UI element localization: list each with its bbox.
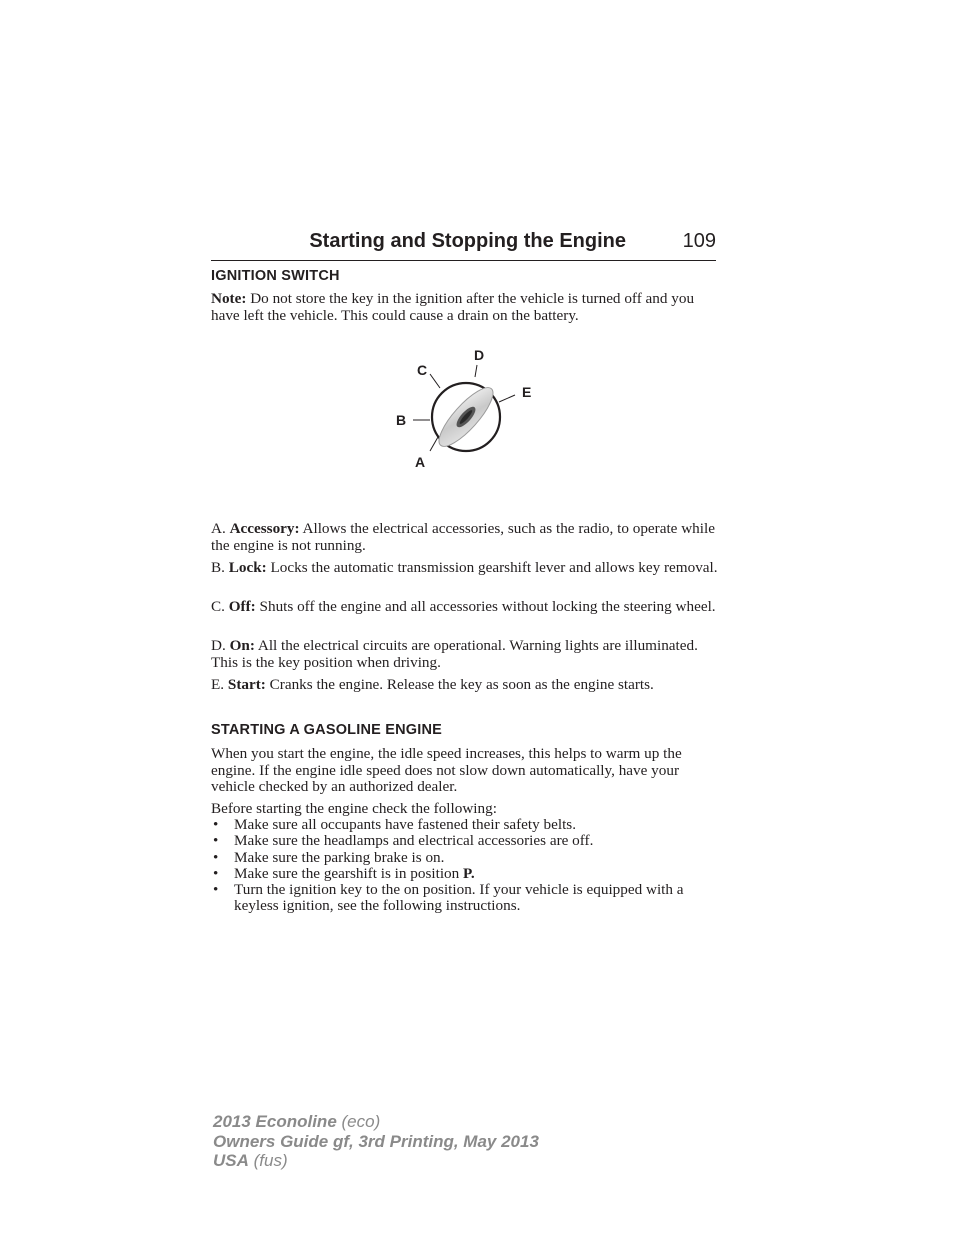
list-item-text: Make sure the gearshift is in position (234, 864, 464, 882)
list-item (211, 817, 721, 833)
list-item-text: Make sure the parking brake is on. (234, 848, 445, 866)
position-term: Accessory: (229, 520, 300, 537)
footer-region: USA (213, 1151, 249, 1170)
position-d-description (211, 638, 721, 671)
ignition-note (211, 291, 721, 324)
footer-line-guide (213, 1132, 539, 1152)
gasoline-intro: When you start the engine, the idle speed increases, this helps to warm up the engine. If the engine idle speed does not slow down automatically, have your vehicle checked by an authorized dealer. (211, 745, 682, 795)
ignition-switch-heading: IGNITION SWITCH (211, 268, 340, 284)
position-term: Off: (228, 598, 256, 615)
label-c: C (417, 362, 428, 378)
footer-model: 2013 Econoline (213, 1112, 337, 1131)
position-letter: D. (211, 637, 226, 654)
list-item-text: Make sure the headlamps and electrical accessories are off. (234, 832, 594, 850)
position-text: Cranks the engine. Release the key as soon as the engine starts. (265, 676, 654, 693)
ignition-switch-diagram (380, 340, 560, 480)
position-c-description (211, 599, 721, 616)
note-text: Do not store the key in the ignition after the vehicle is turned off and you have left the vehicle. This could cause a drain on the battery. (211, 290, 695, 324)
running-header (211, 228, 716, 261)
checklist (211, 817, 721, 915)
position-b-description (211, 560, 721, 577)
label-d: D (474, 347, 485, 363)
position-term: On: (229, 637, 255, 654)
position-text: Shuts off the engine and all accessories without locking the steering wheel. (255, 598, 716, 615)
footer-line-region (213, 1151, 539, 1171)
gear-position: P. (463, 864, 475, 882)
position-term: Lock: (228, 559, 267, 576)
position-e-description (211, 677, 721, 694)
leader-line-a (430, 437, 438, 451)
footer-region-code: (fus) (253, 1151, 288, 1170)
list-item (211, 833, 721, 849)
note-label: Note: (211, 290, 247, 307)
leader-line-e (499, 395, 515, 402)
position-text: Allows the electrical accessories, such as the radio, to operate while the engine is not running. (211, 520, 715, 554)
position-letter: B. (211, 559, 225, 576)
position-letter: E. (211, 676, 225, 693)
leader-line-d (475, 365, 477, 377)
chapter-title: Starting and Stopping the Engine (309, 230, 626, 252)
footer-line-model (213, 1112, 539, 1132)
list-item-text: Make sure all occupants have fastened their safety belts. (234, 816, 577, 833)
page-number: 109 (682, 230, 716, 252)
check-intro: Before starting the engine check the following: (211, 800, 497, 817)
footer-guide: Owners Guide gf, 3rd Printing, May 2013 (213, 1131, 539, 1151)
gasoline-engine-heading: STARTING A GASOLINE ENGINE (211, 722, 443, 738)
label-a: A (415, 454, 426, 470)
position-letter: A. (211, 520, 226, 537)
position-text: All the electrical circuits are operational. Warning lights are illuminated. This is the key position when driving. (211, 637, 698, 671)
position-text: Locks the automatic transmission gearshift lever and allows key removal. (266, 559, 718, 576)
label-b: B (396, 412, 407, 428)
leader-line-c (430, 374, 440, 388)
position-a-description (211, 521, 721, 554)
list-item (211, 850, 721, 866)
label-e: E (522, 384, 532, 400)
footer-model-code: (eco) (341, 1112, 381, 1131)
list-item (211, 866, 721, 882)
position-letter: C. (211, 598, 225, 615)
list-item-text: Turn the ignition key to the on position. If your vehicle is equipped with a keyless ignition, see the following instructions. (234, 881, 684, 915)
position-term: Start: (227, 676, 266, 693)
page-footer (213, 1112, 539, 1171)
list-item (211, 882, 721, 915)
